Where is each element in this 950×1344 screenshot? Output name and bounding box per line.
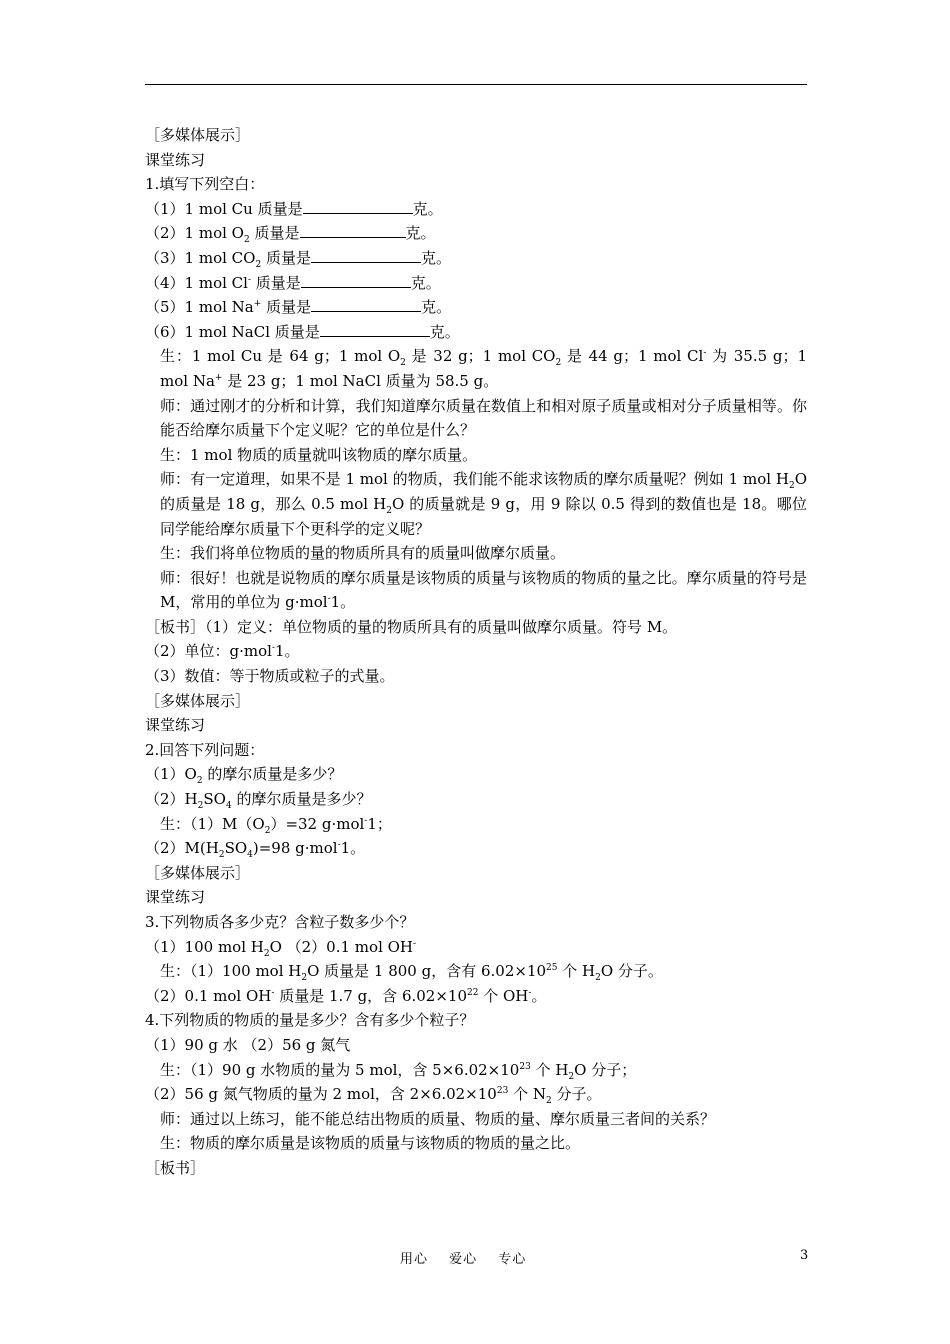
line-text: ［板书］（1）定义：单位物质的量的物质所具有的质量叫做摩尔质量。符号 M。 xyxy=(145,617,678,636)
line-text: （1）90 g 水 （2）56 g 氮气 xyxy=(145,1035,351,1054)
line-text: 生：（1）90 g 水物质的量为 5 mol，含 $5\times 6.02\times 10^{23}$ 个 $H_2O$ 分子； xyxy=(160,1060,637,1082)
fill-in-blank xyxy=(300,222,406,238)
text-line xyxy=(145,1107,807,1132)
line-tail: 克。 xyxy=(420,248,451,267)
text-line xyxy=(145,664,807,689)
line-text: 3.下列物质各多少克？含粒子数多少个？ xyxy=(145,913,415,931)
text-line xyxy=(145,787,807,812)
text-line xyxy=(145,320,807,345)
line-text: ［多媒体展示］ xyxy=(145,863,251,882)
line-text: 生：物质的摩尔质量是该物质的质量与该物质的物质的量之比。 xyxy=(160,1134,581,1153)
text-line xyxy=(145,984,807,1009)
line-text: 生：（1）100 mol $H_2O$ 质量是 1 800 g，含有 $6.02\times 10^{25}$ 个 $H_2O$ 分子。 xyxy=(160,962,663,984)
line-text: （1）100 mol $H_2O$ （2）0.1 mol OH- xyxy=(145,937,417,959)
line-tail: 克。 xyxy=(405,224,436,243)
text-line xyxy=(145,172,807,197)
text-line xyxy=(145,861,807,886)
text-line xyxy=(145,1058,807,1083)
line-text: （4）1 mol Cl- 质量是 xyxy=(145,273,301,292)
fill-in-blank xyxy=(311,247,421,263)
line-text: $(2)H_2SO_4$ 的摩尔质量是多少？ xyxy=(145,790,372,812)
line-text: 课堂练习 xyxy=(145,716,206,735)
line-text: 生：我们将单位物质的量的物质所具有的质量叫做摩尔质量。 xyxy=(160,544,566,563)
line-tail: 克。 xyxy=(410,273,441,292)
text-line xyxy=(145,738,807,763)
text-line xyxy=(145,1082,807,1107)
line-text: 师：通过刚才的分析和计算，我们知道摩尔质量在数值上和相对原子质量或相对分子质量相等。你能否给摩尔质量下个定义呢？它的单位是什么？ xyxy=(160,396,807,440)
line-tail: 克。 xyxy=(412,199,443,218)
line-text: 生：1 mol Cu 是 64 g；1 mol $O_2$ 是 32 g；1 mol $CO_2$ 是 44 g；1 mol Cl- 为 35.5 g；1 mol Na+ 是 23 g；1 mol NaCl 质量为 58.5 g。 xyxy=(160,347,808,390)
line-text: 生：1 mol 物质的质量就叫该物质的摩尔质量。 xyxy=(160,445,478,464)
line-text: 2.回答下列问题： xyxy=(145,740,265,759)
line-text: 课堂练习 xyxy=(145,150,206,169)
text-line xyxy=(145,812,807,837)
text-line xyxy=(145,836,807,861)
text-line xyxy=(145,1131,807,1156)
fill-in-blank xyxy=(320,321,430,337)
line-text: ［板书］ xyxy=(145,1158,206,1177)
line-text: 4.下列物质的物质的量是多少？含有多少个粒子？ xyxy=(145,1011,475,1030)
text-line xyxy=(145,123,807,148)
line-text: （6）1 mol NaCl 质量是 xyxy=(145,322,320,341)
line-text: 课堂练习 xyxy=(145,888,206,907)
text-line xyxy=(145,197,807,222)
footer-motto: 用心 爱心 专心 xyxy=(400,1252,527,1267)
text-line xyxy=(145,295,807,320)
text-line xyxy=(145,762,807,787)
text-line xyxy=(145,541,807,566)
fill-in-blank xyxy=(311,296,421,312)
text-line xyxy=(145,639,807,664)
text-line xyxy=(145,271,807,296)
text-line xyxy=(145,566,807,615)
line-text: 师：通过以上练习，能不能总结出物质的质量、物质的量、摩尔质量三者间的关系？ xyxy=(160,1109,716,1128)
line-text: $(1)O_2$ 的摩尔质量是多少？ xyxy=(145,765,343,787)
text-line xyxy=(145,713,807,738)
text-line xyxy=(145,443,807,468)
line-tail: 克。 xyxy=(421,298,452,317)
text-line xyxy=(145,344,807,393)
text-line xyxy=(145,1033,807,1058)
line-text: 生：$(1)M(O_2)=32$ g·mol-1； xyxy=(160,814,392,836)
line-tail: 克。 xyxy=(429,322,460,341)
line-text: 1.填写下列空白： xyxy=(145,175,265,194)
line-text: ［多媒体展示］ xyxy=(145,691,251,710)
line-text: （2）56 g 氮气物质的量为 2 mol，含 $2\times 6.02\times 10^{23}$ 个 $N_2$ 分子。 xyxy=(145,1085,602,1107)
line-text: （3）数值：等于物质或粒子的式量。 xyxy=(145,667,395,686)
text-line xyxy=(145,910,807,935)
fill-in-blank xyxy=(303,198,413,214)
text-line xyxy=(145,394,807,443)
text-line xyxy=(145,148,807,173)
line-text: $(2)M(H_2SO_4)=98$ g·mol-1。 xyxy=(145,839,366,861)
text-line xyxy=(145,467,807,541)
line-text: （3）1 mol $CO_2$ 质量是 xyxy=(145,248,311,270)
line-text: （2）1 mol $O_2$ 质量是 xyxy=(145,224,300,246)
text-line xyxy=(145,885,807,910)
line-text: 师：很好！也就是说物质的摩尔质量是该物质的质量与该物质的物质的量之比。摩尔质量的符号是 M，常用的单位为 g·mol-1。 xyxy=(160,568,807,612)
line-text: 师：有一定道理，如果不是 1 mol 的物质，我们能不能求该物质的摩尔质量呢？例如 1 mol $H_2O$ 的质量是 18 g，那么 0.5 mol $H_2O$ 的质量就是 9 g，用 9 除以 0.5 得到的数值也是 18。哪位同学能给摩尔质量下个更科学的定义呢？ xyxy=(160,470,807,538)
text-line xyxy=(145,1156,807,1181)
text-line xyxy=(145,689,807,714)
text-line xyxy=(145,246,807,271)
line-text: （5）1 mol Na+ 质量是 xyxy=(145,298,312,317)
page-number: 3 xyxy=(800,1248,809,1263)
header-rule xyxy=(145,84,807,85)
text-line xyxy=(145,935,807,960)
text-line xyxy=(145,959,807,984)
text-line xyxy=(145,221,807,246)
line-text: （2）0.1 mol OH- 质量是 1.7 g，含 $6.02\times 10^{22}$ 个 OH-。 xyxy=(145,986,547,1005)
line-text: （2）单位：g·mol-1。 xyxy=(145,642,300,661)
document-body xyxy=(145,123,807,1181)
line-text: ［多媒体展示］ xyxy=(145,126,251,144)
line-text: （1）1 mol Cu 质量是 xyxy=(145,199,303,218)
text-line xyxy=(145,615,807,640)
fill-in-blank xyxy=(301,272,411,288)
text-line xyxy=(145,1008,807,1033)
